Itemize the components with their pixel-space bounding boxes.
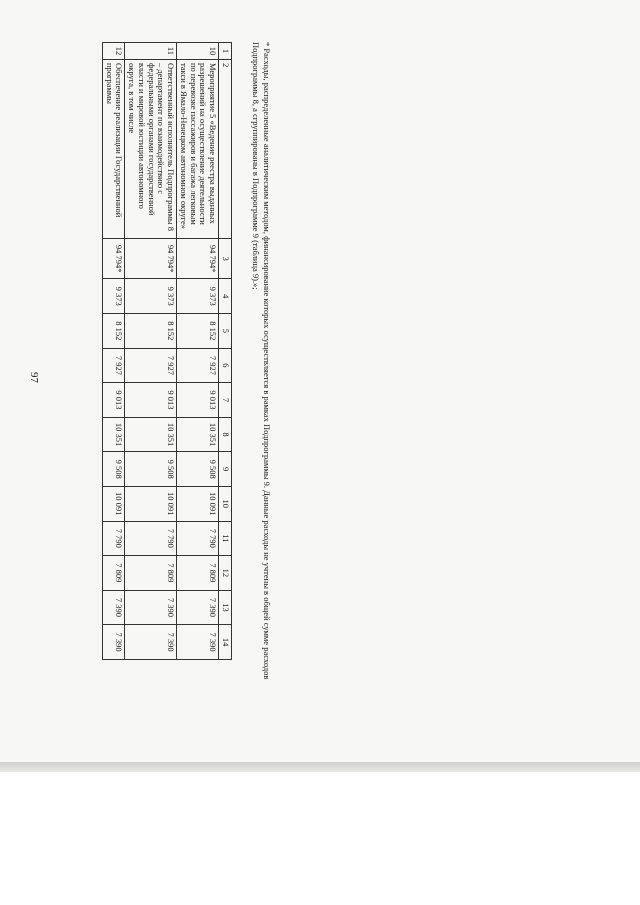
- cell: 8 152: [125, 314, 177, 349]
- col-header: 10: [219, 486, 232, 521]
- row-name: Мероприятие 5 «Ведение реестра выданных разрешений на осуществление деятельности по перевозке пассажиров и багажа легковым такси в Ямало-Ненецком автономном округе»: [177, 59, 219, 238]
- cell: 9 013: [102, 383, 125, 418]
- cell: 10 351: [125, 417, 177, 452]
- col-header: 8: [219, 417, 232, 452]
- col-header: 7: [219, 383, 232, 418]
- cell: 7 927: [177, 348, 219, 383]
- table-row: [177, 43, 219, 660]
- col-header: 6: [219, 348, 232, 383]
- cell: 94 794*: [102, 238, 125, 279]
- col-header: 13: [219, 590, 232, 625]
- col-header: 4: [219, 279, 232, 314]
- col-header: 1: [219, 43, 232, 60]
- cell: 9 508: [177, 452, 219, 487]
- col-header: 9: [219, 452, 232, 487]
- table-row: [102, 43, 125, 660]
- cell: 7 927: [125, 348, 177, 383]
- cell: 9 508: [102, 452, 125, 487]
- header-row: [219, 43, 232, 660]
- cell: 9 373: [177, 279, 219, 314]
- cell: 10 091: [177, 486, 219, 521]
- cell: 10 091: [125, 486, 177, 521]
- cell: 7 927: [102, 348, 125, 383]
- cell: 7 390: [125, 625, 177, 660]
- cell: 9 013: [177, 383, 219, 418]
- col-header: 2: [219, 59, 232, 238]
- table-row: [125, 43, 177, 660]
- row-number: 11: [125, 43, 177, 60]
- cell: 94 794*: [177, 238, 219, 279]
- cell: 7 390: [102, 590, 125, 625]
- cell: 94 794*: [125, 238, 177, 279]
- page-number: 97: [28, 372, 40, 383]
- cell: 7 809: [177, 556, 219, 591]
- cell: 9 508: [125, 452, 177, 487]
- col-header: 3: [219, 238, 232, 279]
- rotated-table-block: [102, 42, 232, 660]
- col-header: 12: [219, 556, 232, 591]
- cell: 7 790: [102, 521, 125, 556]
- footnote: * Расходы, распределенные аналитическим методом, финансирование которых осуществляется в рамках Подпрограммы 9. Данные расходы не учтены в общей сумме расходов Подпрограммы 8, а сгруппированы в Подпрограмме 9 (таблица 9).»;: [250, 42, 272, 680]
- cell: 7 390: [125, 590, 177, 625]
- scan-edge: [0, 762, 640, 772]
- cell: 9 373: [102, 279, 125, 314]
- col-header: 11: [219, 521, 232, 556]
- col-header: 5: [219, 314, 232, 349]
- cell: 7 390: [177, 625, 219, 660]
- cell: 9 373: [125, 279, 177, 314]
- col-header: 14: [219, 625, 232, 660]
- cell: 10 091: [102, 486, 125, 521]
- budget-table: [102, 42, 232, 660]
- cell: 10 351: [177, 417, 219, 452]
- cell: 7 390: [102, 625, 125, 660]
- row-number: 10: [177, 43, 219, 60]
- row-name: Обеспечение реализации Государственной программы: [102, 59, 125, 238]
- cell: 8 152: [102, 314, 125, 349]
- row-number: 12: [102, 43, 125, 60]
- cell: 7 809: [125, 556, 177, 591]
- cell: 8 152: [177, 314, 219, 349]
- cell: 7 809: [102, 556, 125, 591]
- cell: 7 790: [125, 521, 177, 556]
- cell: 10 351: [102, 417, 125, 452]
- row-name: Ответственный исполнитель Подпрограммы 8 – департамент по взаимодействию с федеральными органами государственной власти и мировой юстиции автономного округа, в том числе: [125, 59, 177, 238]
- cell: 7 790: [177, 521, 219, 556]
- cell: 9 013: [125, 383, 177, 418]
- cell: 7 390: [177, 590, 219, 625]
